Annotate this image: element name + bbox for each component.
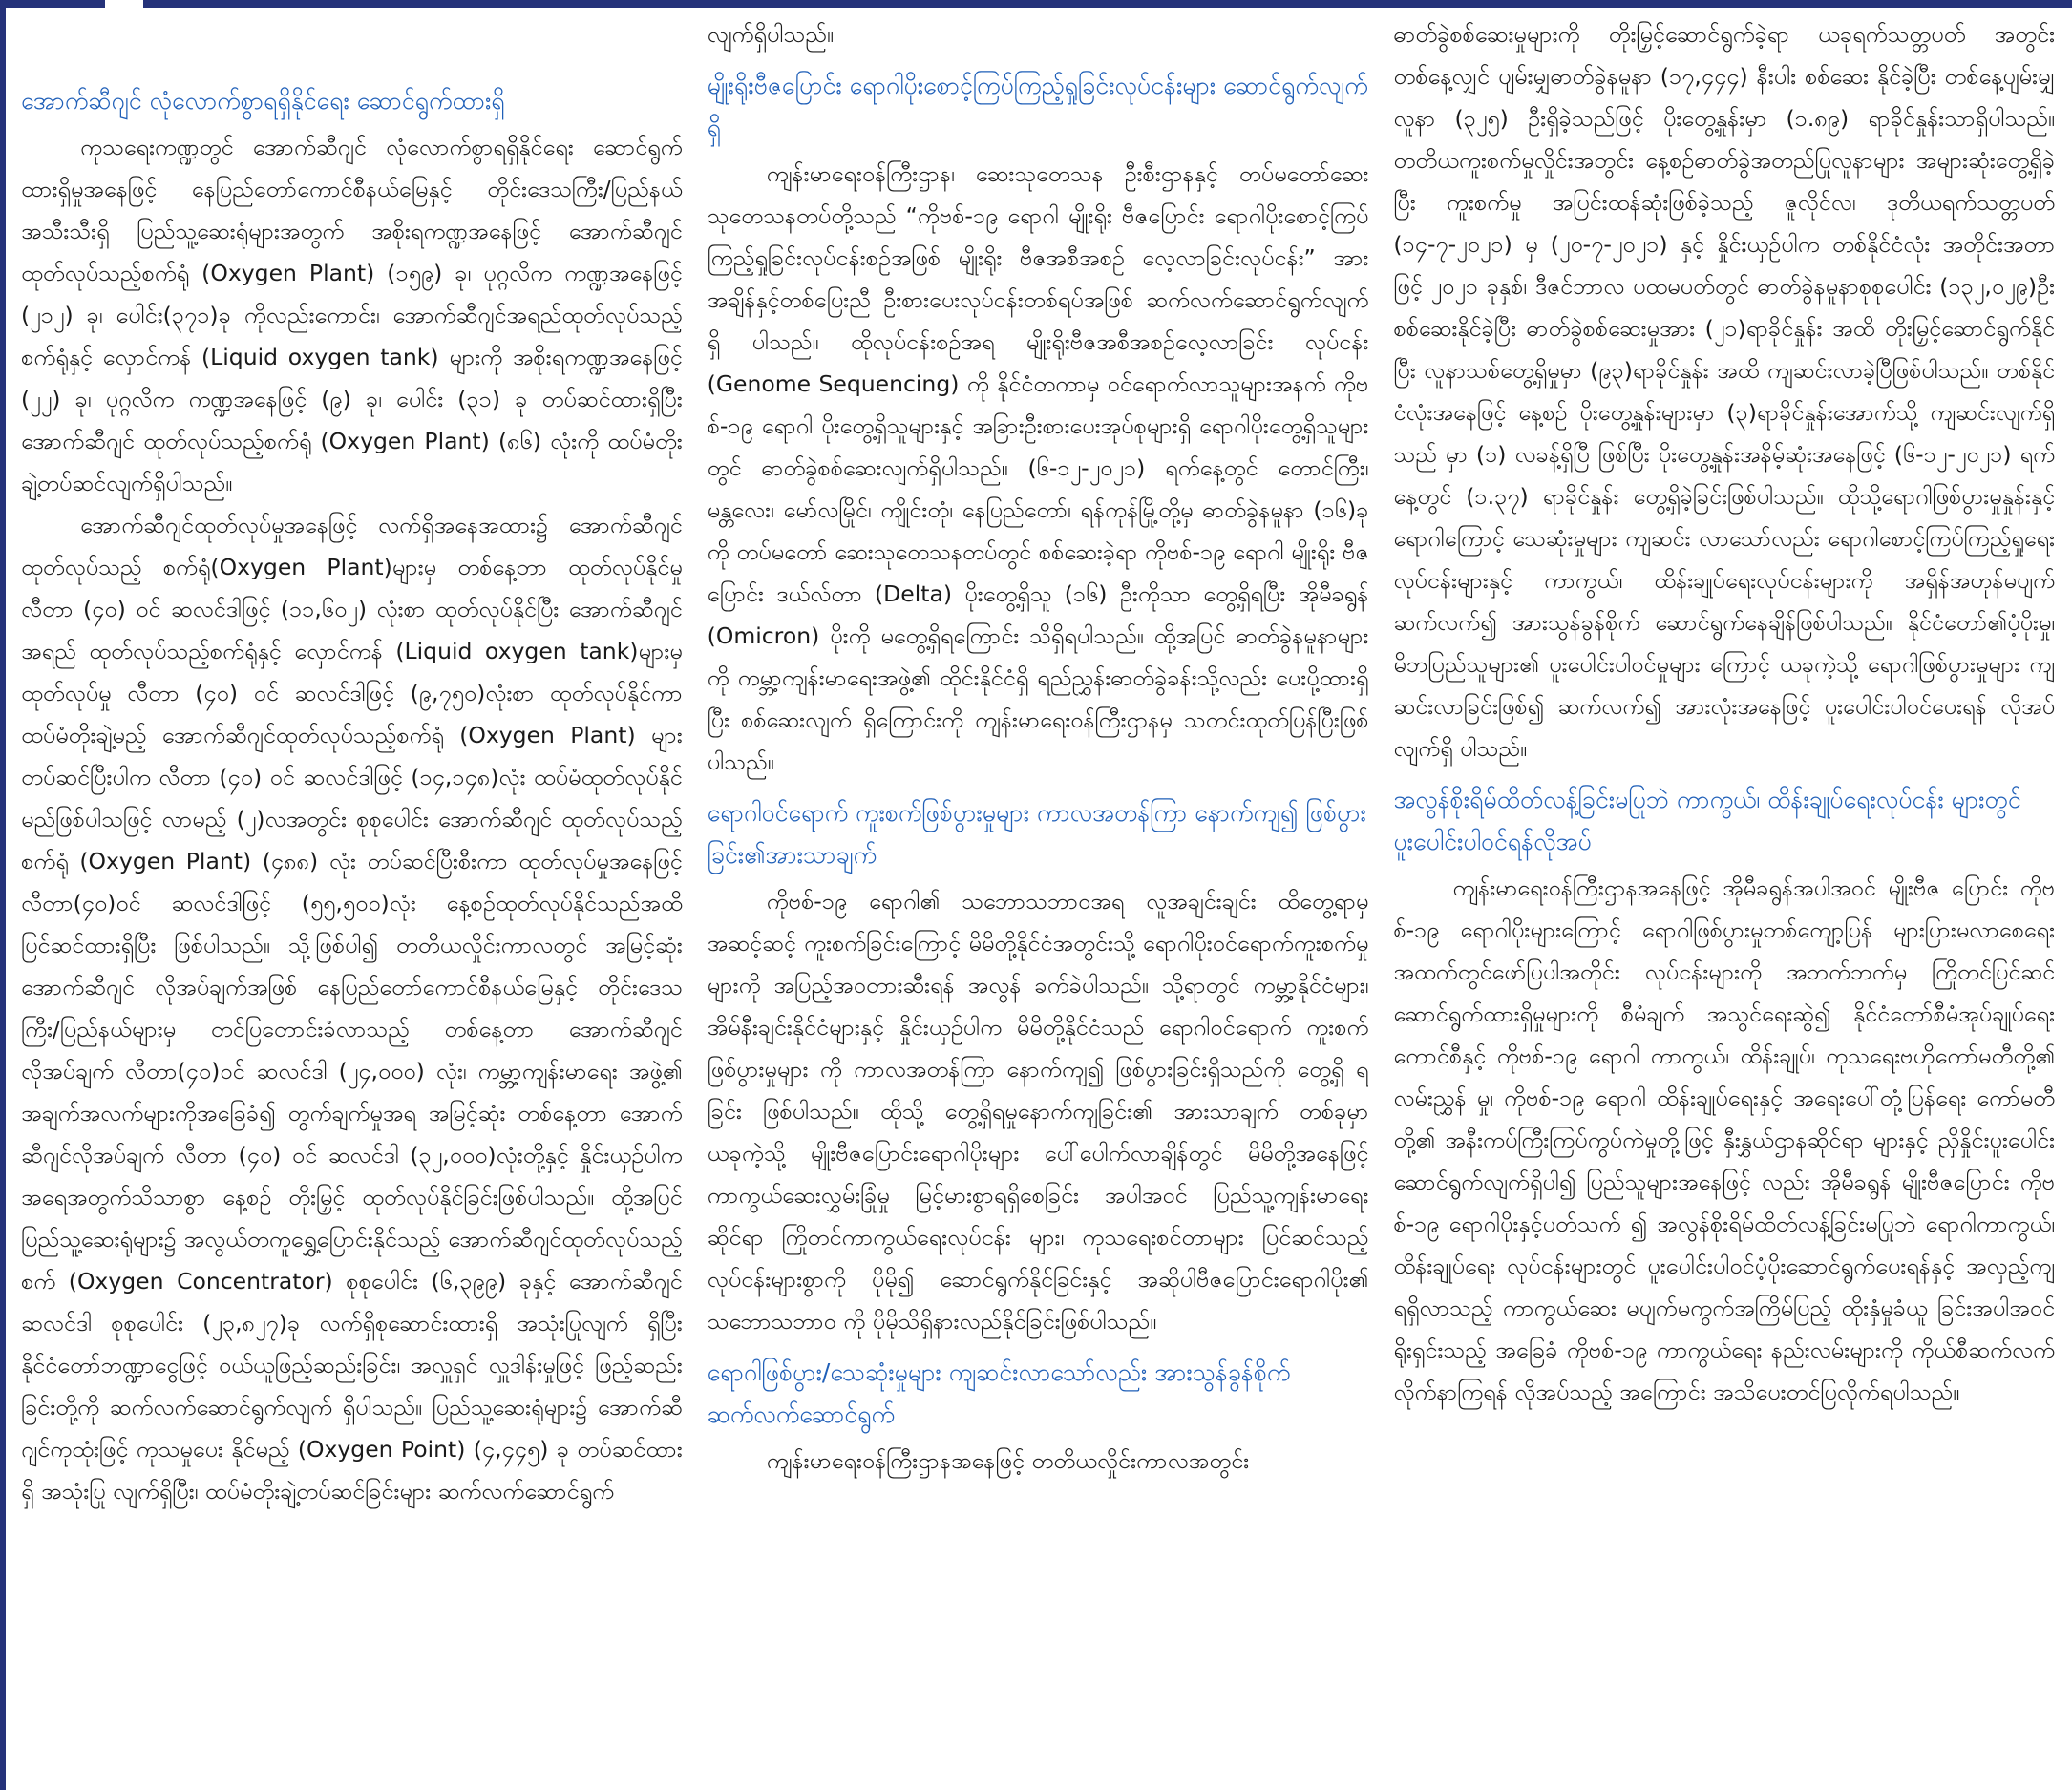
section-heading-decline: ရောဂါဖြစ်ပွား/သေဆုံးမှုများ ကျဆင်းလာသော်လည်း အားသွန်ခွန်စိုက်ဆက်လက်ဆောင်ရွက် <box>707 1358 1291 1428</box>
paragraph-continued: ဓာတ်ခွဲစစ်ဆေးမှုများကို တိုးမြှင့်ဆောင်ရွက်ခဲ့ရာ ယခုရက်သတ္တပတ် အတွင်း တစ်နေ့လျှင် ပျမ်းမျှဓာတ်ခွဲနမူနာ (၁၇,၄၄၄) နီးပါး စစ်ဆေး နိုင်ခဲ့ပြီး တစ်နေ့ပျမ်းမျှလူနာ (၃၂၅) ဦးရှိခဲ့သည်ဖြင့် ပိုးတွေ့နှုန်းမှာ (၁.၈၉) ရာခိုင်နှုန်းသာရှိပါသည်။ တတိယကူးစက်မှုလှိုင်းအတွင်း နေ့စဉ်ဓာတ်ခွဲအတည်ပြုလူနာများ အများဆုံးတွေ့ရှိခဲ့ပြီး ကူးစက်မှု အပြင်းထန်ဆုံးဖြစ်ခဲ့သည့် ဇူလိုင်လ၊ ဒုတိယရက်သတ္တပတ် (၁၄-၇-၂၀၂၁) မှ (၂၀-၇-၂၀၂၁) နှင့် နှိုင်းယှဉ်ပါက တစ်နိုင်ငံလုံး အတိုင်းအတာ ဖြင့် ၂၀၂၁ ခုနှစ်၊ ဒီဇင်ဘာလ ပထမပတ်တွင် ဓာတ်ခွဲနမူနာစုစုပေါင်း (၁၃၂,၀၂၉)ဦး စစ်ဆေးနိုင်ခဲ့ပြီး ဓာတ်ခွဲစစ်ဆေးမှုအား (၂၁)ရာခိုင်နှုန်း အထိ တိုးမြှင့်ဆောင်ရွက်နိုင်ပြီး လူနာသစ်တွေ့ရှိမှုမှာ (၉၃)ရာခိုင်နှုန်း အထိ ကျဆင်းလာခဲ့ပြီဖြစ်ပါသည်။ တစ်နိုင်ငံလုံးအနေဖြင့် နေ့စဉ် ပိုးတွေ့နှုန်းများမှာ (၃)ရာခိုင်နှုန်းအောက်သို့ ကျဆင်းလျက်ရှိသည် မှာ (၁) လခန့်ရှိပြီ ဖြစ်ပြီး ပိုးတွေ့နှုန်းအနိမ့်ဆုံးအနေဖြင့် (၆-၁၂-၂၀၂၁) ရက်နေ့တွင် (၁.၃၇) ရာခိုင်နှုန်း တွေ့ရှိခဲ့ခြင်းဖြစ်ပါသည်။ ထိုသို့ရောဂါဖြစ်ပွားမှုနှုန်းနှင့် ရောဂါကြောင့် သေဆုံးမှုများ ကျဆင်း လာသော်လည်း ရောဂါစောင့်ကြပ်ကြည့်ရှုရေးလုပ်ငန်းများနှင့် ကာကွယ်၊ ထိန်းချုပ်ရေးလုပ်ငန်းများကို အရှိန်အဟုန်မပျက် ဆက်လက်၍ အားသွန်ခွန်စိုက် ဆောင်ရွက်နေချိန်ဖြစ်ပါသည်။ နိုင်ငံတော်၏ပံ့ပိုးမှု၊ မိဘပြည်သူများ၏ ပူးပေါင်းပါဝင်မှုများ ကြောင့် ယခုကဲ့သို့ ရောဂါဖြစ်ပွားမှုများ ကျဆင်းလာခြင်းဖြစ်၍ ဆက်လက်၍ အားလုံးအနေဖြင့် ပူးပေါင်းပါဝင်ပေးရန် လိုအပ်လျက်ရှိ ပါသည်။ <box>1393 21 2056 762</box>
article-page <box>21 13 2055 1779</box>
section-heading-oxygen: အောက်ဆီဂျင် လုံလောက်စွာရရှိနိုင်ရေး ဆောင်ရွက်ထားရှိ <box>21 87 505 115</box>
paragraph: ကုသရေးကဏ္ဍတွင် အောက်ဆီဂျင် လုံလောက်စွာရရှိနိုင်ရေး ဆောင်ရွက်ထားရှိမှုအနေဖြင့် နေပြည်တော်ကောင်စီနယ်မြေနှင့် တိုင်းဒေသကြီး/ပြည်နယ်အသီးသီးရှိ ပြည်သူ့ဆေးရုံများအတွက် အစိုးရကဏ္ဍအနေဖြင့် အောက်ဆီဂျင်ထုတ်လုပ်သည့်စက်ရုံ (Oxygen Plant) (၁၅၉) ခု၊ ပုဂ္ဂလိက ကဏ္ဍအနေဖြင့် (၂၁၂) ခု၊ ပေါင်း(၃၇၁)ခု ကိုလည်းကောင်း၊ အောက်ဆီဂျင်အရည်ထုတ်လုပ်သည့် စက်ရုံနှင့် လှောင်ကန် (Liquid oxygen tank) များကို အစိုးရကဏ္ဍအနေဖြင့် (၂၂) ခု၊ ပုဂ္ဂလိက ကဏ္ဍအနေဖြင့် (၉) ခု၊ ပေါင်း (၃၁) ခု တပ်ဆင်ထားရှိပြီး အောက်ဆီဂျင် ထုတ်လုပ်သည့်စက်ရုံ (Oxygen Plant) (၈၆) လုံးကို ထပ်မံတိုးချဲ့တပ်ဆင်လျက်ရှိပါသည်။ <box>21 134 683 496</box>
top-frame-gap <box>105 0 143 8</box>
section-heading-genome: မျိုးရိုးဗီဇပြောင်း ရောဂါပိုးစောင့်ကြပ်ကြည့်ရှုခြင်းလုပ်ငန်းများ ဆောင်ရွက်လျက်ရှိ <box>707 72 1368 141</box>
column-3 <box>1393 13 2055 1779</box>
paragraph: ကျန်းမာရေးဝန်ကြီးဌာန၊ ဆေးသုတေသန ဦးစီးဌာနနှင့် တပ်မတော်ဆေးသုတေသနတပ်တို့သည် “ကိုဗစ်-၁၉ ရောဂါ မျိုးရိုး ဗီဇပြောင်း ရောဂါပိုးစောင့်ကြပ်ကြည့်ရှုခြင်းလုပ်ငန်းစဉ်အဖြစ် မျိုးရိုး ဗီဇအစီအစဉ် လေ့လာခြင်းလုပ်ငန်း” အား အချိန်နှင့်တစ်ပြေးညီ ဦးစားပေးလုပ်ငန်းတစ်ရပ်အဖြစ် ဆက်လက်ဆောင်ရွက်လျက်ရှိ ပါသည်။ ထိုလုပ်ငန်းစဉ်အရ မျိုးရိုးဗီဇအစီအစဉ်လေ့လာခြင်း လုပ်ငန်း (Genome Sequencing) ကို နိုင်ငံတကာမှ ဝင်ရောက်လာသူများအနက် ကိုဗစ်-၁၉ ရောဂါ ပိုးတွေ့ရှိသူများနှင့် အခြားဦးစားပေးအုပ်စုများရှိ ရောဂါပိုးတွေ့ရှိသူများတွင် ဓာတ်ခွဲစစ်ဆေးလျက်ရှိပါသည်။ (၆-၁၂-၂၀၂၁) ရက်နေ့တွင် တောင်ကြီး၊ မန္တလေး၊ မော်လမြိုင်၊ ကျိုင်းတုံ၊ နေပြည်တော်၊ ရန်ကုန်မြို့တို့မှ ဓာတ်ခွဲနမူနာ (၁၆)ခုကို တပ်မတော် ဆေးသုတေသနတပ်တွင် စစ်ဆေးခဲ့ရာ ကိုဗစ်-၁၉ ရောဂါ မျိုးရိုး ဗီဇပြောင်း ဒယ်လ်တာ (Delta) ပိုးတွေ့ရှိသူ (၁၆) ဦးကိုသာ တွေ့ရှိရပြီး အိုမီခရွန် (Omicron) ပိုးကို မတွေ့ရှိရကြောင်း သိရှိရပါသည်။ ထို့အပြင် ဓာတ်ခွဲနမူနာများကို ကမ္ဘာ့ကျန်းမာရေးအဖွဲ့၏ ထိုင်းနိုင်ငံရှိ ရည်ညွှန်းဓာတ်ခွဲခန်းသို့လည်း ပေးပို့ထားရှိပြီး စစ်ဆေးလျက် ရှိကြောင်းကို ကျန်းမာရေးဝန်ကြီးဌာနမှ သတင်းထုတ်ပြန်ပြီးဖြစ် ပါသည်။ <box>707 160 1369 775</box>
section-heading-no-panic: အလွန်စိုးရိမ်ထိတ်လန့်ခြင်းမပြုဘဲ ကာကွယ်၊ ထိန်းချုပ်ရေးလုပ်ငန်း များတွင် ပူးပေါင်းပါဝင်ရန်လိုအပ် <box>1393 786 2021 855</box>
paragraph: ကျန်းမာရေးဝန်ကြီးဌာနအနေဖြင့် တတိယလှိုင်းကာလအတွင်း <box>766 1447 1250 1474</box>
paragraph-continued: လျက်ရှိပါသည်။ <box>707 21 834 48</box>
top-frame-bar <box>0 0 2072 8</box>
paragraph: ကျန်းမာရေးဝန်ကြီးဌာနအနေဖြင့် အိုမီခရွန်အပါအဝင် မျိုးဗီဇ ပြောင်း ကိုဗစ်-၁၉ ရောဂါပိုးများကြောင့် ရောဂါဖြစ်ပွားမှုတစ်ကျော့ပြန် များပြားမလာစေရေး အထက်တွင်ဖော်ပြပါအတိုင်း လုပ်ငန်းများကို အဘက်ဘက်မှ ကြိုတင်ပြင်ဆင် ဆောင်ရွက်ထားရှိမှုများကို စီမံချက် အသွင်ရေးဆွဲ၍ နိုင်ငံတော်စီမံအုပ်ချုပ်ရေးကောင်စီနှင့် ကိုဗစ်-၁၉ ရောဂါ ကာကွယ်၊ ထိန်းချုပ်၊ ကုသရေးဗဟိုကော်မတီတို့၏ လမ်းညွှန် မှု၊ ကိုဗစ်-၁၉ ရောဂါ ထိန်းချုပ်ရေးနှင့် အရေးပေါ်တုံ့ပြန်ရေး ကော်မတီတို့၏ အနီးကပ်ကြီးကြပ်ကွပ်ကဲမှုတို့ဖြင့် နှီးနွှယ်ဌာနဆိုင်ရာ များနှင့် ညှိနှိုင်းပူးပေါင်းဆောင်ရွက်လျက်ရှိပါ၍ ပြည်သူများအနေဖြင့် လည်း အိုမီခရွန် မျိုးဗီဇပြောင်း ကိုဗစ်-၁၉ ရောဂါပိုးနှင့်ပတ်သက် ၍ အလွန်စိုးရိမ်ထိတ်လန့်ခြင်းမပြုဘဲ ရောဂါကာကွယ်၊ ထိန်းချုပ်ရေး လုပ်ငန်းများတွင် ပူးပေါင်းပါဝင်ပံ့ပိုးဆောင်ရွက်ပေးရန်နှင့် အလှည့်ကျ ရရှိလာသည့် ကာကွယ်ဆေး မပျက်မကွက်အကြိမ်ပြည့် ထိုးနှံမှုခံယူ ခြင်းအပါအဝင် ရိုးရှင်းသည့် အခြေခံ ကိုဗစ်-၁၉ ကာကွယ်ရေး နည်းလမ်းများကို ကိုယ်စီဆက်လက်လိုက်နာကြရန် လိုအပ်သည့် အကြောင်း အသိပေးတင်ပြလိုက်ရပါသည်။ <box>1393 874 2056 1405</box>
column-1 <box>21 13 683 1779</box>
paragraph: အောက်ဆီဂျင်ထုတ်လုပ်မှုအနေဖြင့် လက်ရှိအနေအထား၌ အောက်ဆီဂျင်ထုတ်လုပ်သည့် စက်ရုံ(Oxygen Plant)များမှ တစ်နေ့တာ ထုတ်လုပ်နိုင်မှု လီတာ (၄၀) ဝင် ဆလင်ဒါဖြင့် (၁၁,၆၀၂) လုံးစာ ထုတ်လုပ်နိုင်ပြီး အောက်ဆီဂျင်အရည် ထုတ်လုပ်သည့်စက်ရုံနှင့် လှောင်ကန် (Liquid oxygen tank)များမှ ထုတ်လုပ်မှု လီတာ (၄၀) ဝင် ဆလင်ဒါဖြင့် (၉,၇၅၀)လုံးစာ ထုတ်လုပ်နိုင်ကာ ထပ်မံတိုးချဲ့မည့် အောက်ဆီဂျင်ထုတ်လုပ်သည့်စက်ရုံ (Oxygen Plant) များ တပ်ဆင်ပြီးပါက လီတာ (၄၀) ဝင် ဆလင်ဒါဖြင့် (၁၄,၁၄၈)လုံး ထပ်မံထုတ်လုပ်နိုင်မည်ဖြစ်ပါသဖြင့် လာမည့် (၂)လအတွင်း စုစုပေါင်း အောက်ဆီဂျင် ထုတ်လုပ်သည့်စက်ရုံ (Oxygen Plant) (၄၈၈) လုံး တပ်ဆင်ပြီးစီးကာ ထုတ်လုပ်မှုအနေဖြင့် လီတာ(၄၀)ဝင် ဆလင်ဒါဖြင့် (၅၅,၅၀၀)လုံး နေ့စဉ်ထုတ်လုပ်နိုင်သည်အထိ ပြင်ဆင်ထားရှိပြီး ဖြစ်ပါသည်။ သို့ဖြစ်ပါ၍ တတိယလှိုင်းကာလတွင် အမြင့်ဆုံး အောက်ဆီဂျင် လိုအပ်ချက်အဖြစ် နေပြည်တော်ကောင်စီနယ်မြေနှင့် တိုင်းဒေသကြီး/ပြည်နယ်များမှ တင်ပြတောင်းခံလာသည့် တစ်နေ့တာ အောက်ဆီဂျင် လိုအပ်ချက် လီတာ(၄၀)ဝင် ဆလင်ဒါ (၂၄,၀၀၀) လုံး၊ ကမ္ဘာ့ကျန်းမာရေး အဖွဲ့၏ အချက်အလက်များကိုအခြေခံ၍ တွက်ချက်မှုအရ အမြင့်ဆုံး တစ်နေ့တာ အောက်ဆီဂျင်လိုအပ်ချက် လီတာ (၄၀) ဝင် ဆလင်ဒါ (၃၂,၀၀၀)လုံးတို့နှင့် နှိုင်းယှဉ်ပါက အရေအတွက်သိသာစွာ နေ့စဉ် တိုးမြှင့် ထုတ်လုပ်နိုင်ခြင်းဖြစ်ပါသည်။ ထို့အပြင် ပြည်သူ့ဆေးရုံများ၌ အလွယ်တကူရွှေ့ပြောင်းနိုင်သည့် အောက်ဆီဂျင်ထုတ်လုပ်သည့်စက် (Oxygen Concentrator) စုစုပေါင်း (၆,၃၉၉) ခုနှင့် အောက်ဆီဂျင် ဆလင်ဒါ စုစုပေါင်း (၂၃,၈၂၇)ခု လက်ရှိစုဆောင်းထားရှိ အသုံးပြုလျက် ရှိပြီး နိုင်ငံတော်ဘဏ္ဍာငွေဖြင့် ဝယ်ယူဖြည့်ဆည်းခြင်း၊ အလှူရှင် လှူဒါန်းမှုဖြင့် ဖြည့်ဆည်းခြင်းတို့ကို ဆက်လက်ဆောင်ရွက်လျက် ရှိပါသည်။ ပြည်သူ့ဆေးရုံများ၌ အောက်ဆီဂျင်ကုထုံးဖြင့် ကုသမှုပေး နိုင်မည့် (Oxygen Point) (၄,၄၄၅) ခု တပ်ဆင်ထားရှိ အသုံးပြု လျက်ရှိပြီး၊ ထပ်မံတိုးချဲ့တပ်ဆင်ခြင်းများ ဆက်လက်ဆောင်ရွက် <box>21 512 683 1505</box>
paragraph: ကိုဗစ်-၁၉ ရောဂါ၏ သဘောသဘာဝအရ လူအချင်းချင်း ထိတွေ့ရာမှ အဆင့်ဆင့် ကူးစက်ခြင်းကြောင့် မိမိတို့နိုင်ငံအတွင်းသို့ ရောဂါပိုးဝင်ရောက်ကူးစက်မှုများကို အပြည့်အဝတားဆီးရန် အလွန် ခက်ခဲပါသည်။ သို့ရာတွင် ကမ္ဘာ့နိုင်ငံများ၊ အိမ်နီးချင်းနိုင်ငံများနှင့် နှိုင်းယှဉ်ပါက မိမိတို့နိုင်ငံသည် ရောဂါဝင်ရောက် ကူးစက်ဖြစ်ပွားမှုများ ကို ကာလအတန်ကြာ နောက်ကျ၍ ဖြစ်ပွားခြင်းရှိသည်ကို တွေ့ရှိ ရခြင်း ဖြစ်ပါသည်။ ထိုသို့ တွေ့ရှိရမှုနောက်ကျခြင်း၏ အားသာချက် တစ်ခုမှာ ယခုကဲ့သို့ မျိုးဗီဇပြောင်းရောဂါပိုးများ ပေါ်ပေါက်လာချိန်တွင် မိမိတို့အနေဖြင့် ကာကွယ်ဆေးလွှမ်းခြုံမှု မြင့်မားစွာရရှိစေခြင်း အပါအဝင် ပြည်သူ့ကျန်းမာရေးဆိုင်ရာ ကြိုတင်ကာကွယ်ရေးလုပ်ငန်း များ၊ ကုသရေးစင်တာများ ပြင်ဆင်သည့်လုပ်ငန်းများစွာကို ပိုမို၍ ဆောင်ရွက်နိုင်ခြင်းနှင့် အဆိုပါဗီဇပြောင်းရောဂါပိုး၏ သဘောသဘာဝ ကို ပိုမိုသိရှိနားလည်နိုင်ခြင်းဖြစ်ပါသည်။ <box>707 888 1369 1335</box>
column-2 <box>708 13 1369 1779</box>
section-heading-delay-advantage: ရောဂါဝင်ရောက် ကူးစက်ဖြစ်ပွားမှုများ ကာလအတန်ကြာ နောက်ကျ၍ ဖြစ်ပွားခြင်း၏အားသာချက် <box>707 799 1366 869</box>
left-frame-bar <box>0 0 6 1790</box>
